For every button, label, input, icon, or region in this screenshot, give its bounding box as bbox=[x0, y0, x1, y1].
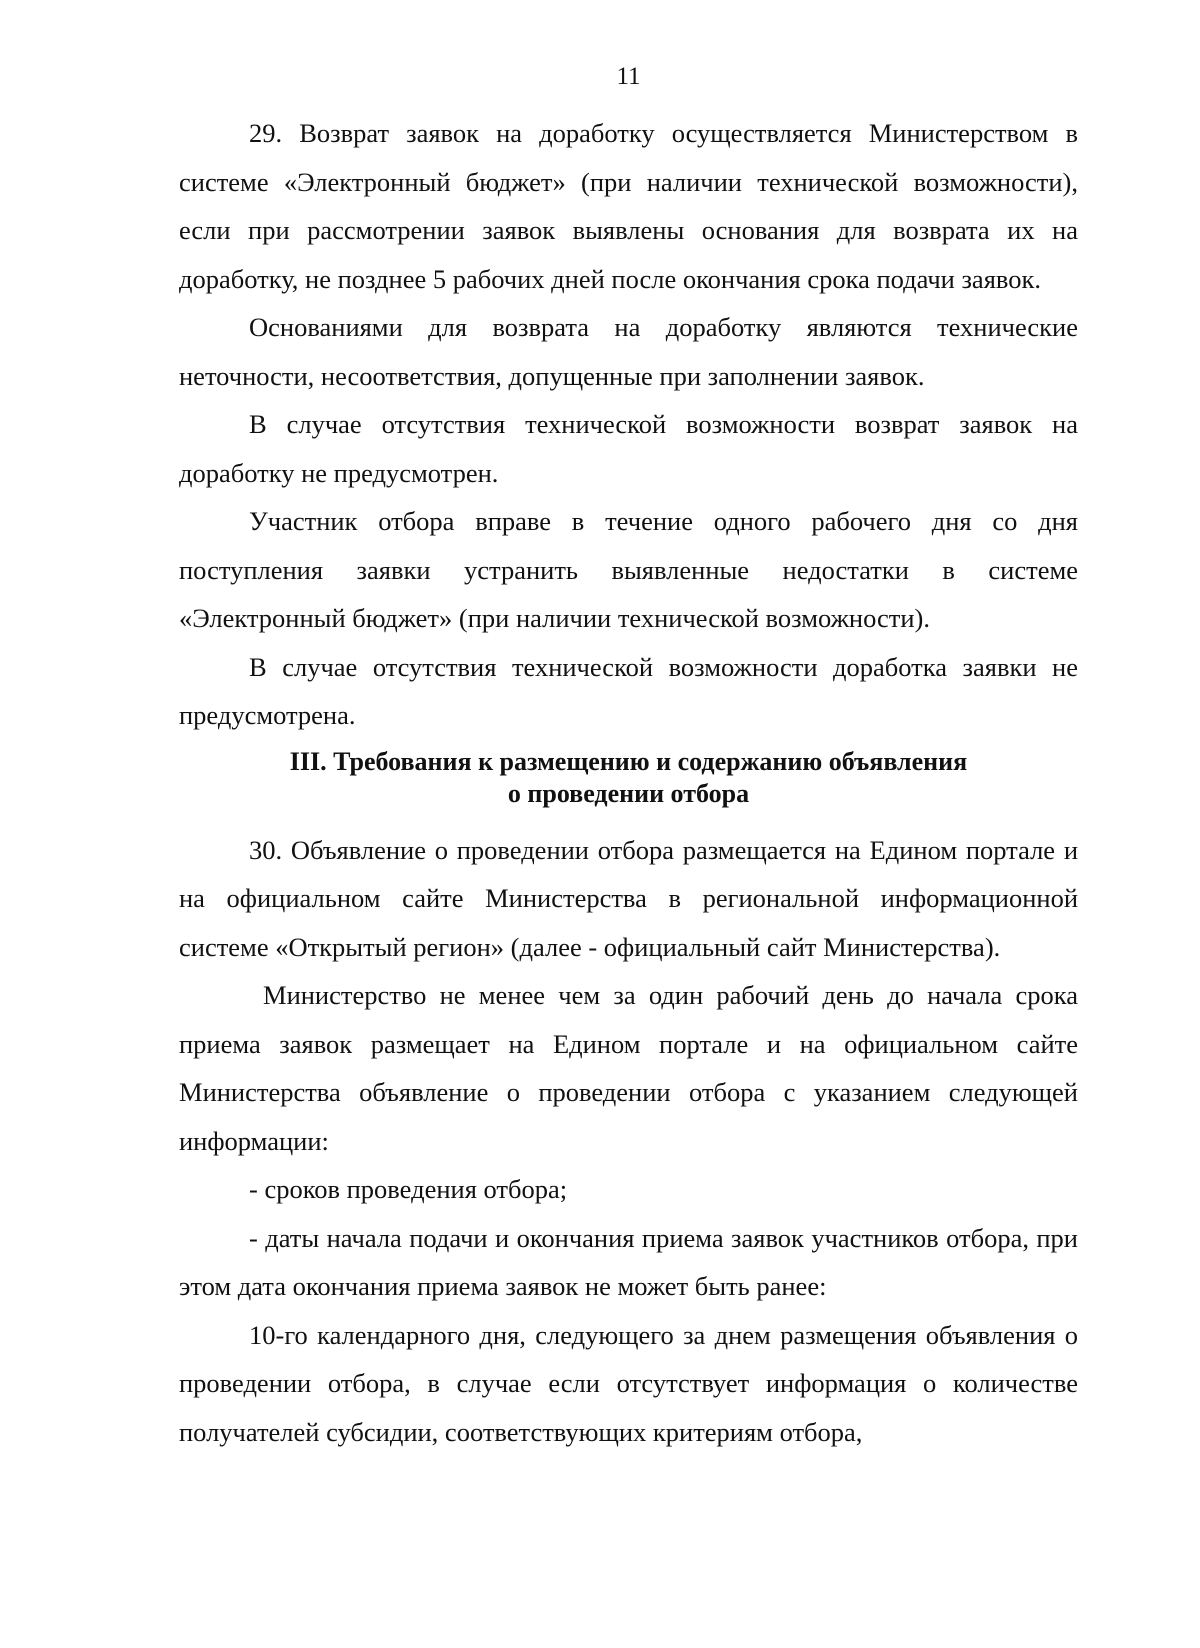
list-item-dates: - даты начала подачи и окончания приема заявок участников отбора, при этом дата окончания приема заявок не может быть ранее: bbox=[179, 1222, 1078, 1301]
section-heading-line-2: о проведении отбора bbox=[507, 778, 750, 808]
page-number: 11 bbox=[616, 63, 641, 90]
paragraph-no-technical-fix: В случае отсутствия технической возможности доработка заявки не предусмотрена. bbox=[179, 651, 1078, 730]
paragraph-return-grounds: Основаниями для возврата на доработку являются технические неточности, несоответствия, допущенные при заполнении заявок. bbox=[179, 312, 1078, 391]
section-heading-iii bbox=[179, 746, 1078, 810]
paragraph-30: 30. Объявление о проведении отбора размещается на Едином портале и на официальном сайте Министерства в региональной информационной системе «Открытый регион» (далее - официальный сайт Министерства). bbox=[179, 834, 1078, 962]
paragraph-29: 29. Возврат заявок на доработку осуществляется Министерством в системе «Электронный бюджет» (при наличии технической возможности), если при рассмотрении заявок выявлены основания для возврата их на доработку, не позднее 5 рабочих дней после окончания срока подачи заявок. bbox=[179, 118, 1078, 294]
paragraph-10th-day: 10-го календарного дня, следующего за днем размещения объявления о проведении отбора, в случае если отсутствует информация о количестве получателей субсидии, соответствующих критериям отбора, bbox=[179, 1319, 1078, 1447]
list-item-terms: - сроков проведения отбора; bbox=[249, 1174, 568, 1204]
paragraph-participant-fix: Участник отбора вправе в течение одного рабочего дня со дня поступления заявки устранить выявленные недостатки в системе «Электронный бюджет» (при наличии технической возможности). bbox=[179, 506, 1078, 633]
paragraph-no-technical-return: В случае отсутствия технической возможности возврат заявок на доработку не предусмотрен. bbox=[179, 409, 1078, 488]
paragraph-ministry-announcement: Министерство не менее чем за один рабочий день до начала срока приема заявок размещает на Едином портале и на официальном сайте Министерства объявление о проведении отбора с указанием следующей информации: bbox=[179, 980, 1078, 1156]
section-heading-line-1: III. Требования к размещению и содержанию объявления bbox=[289, 746, 968, 776]
